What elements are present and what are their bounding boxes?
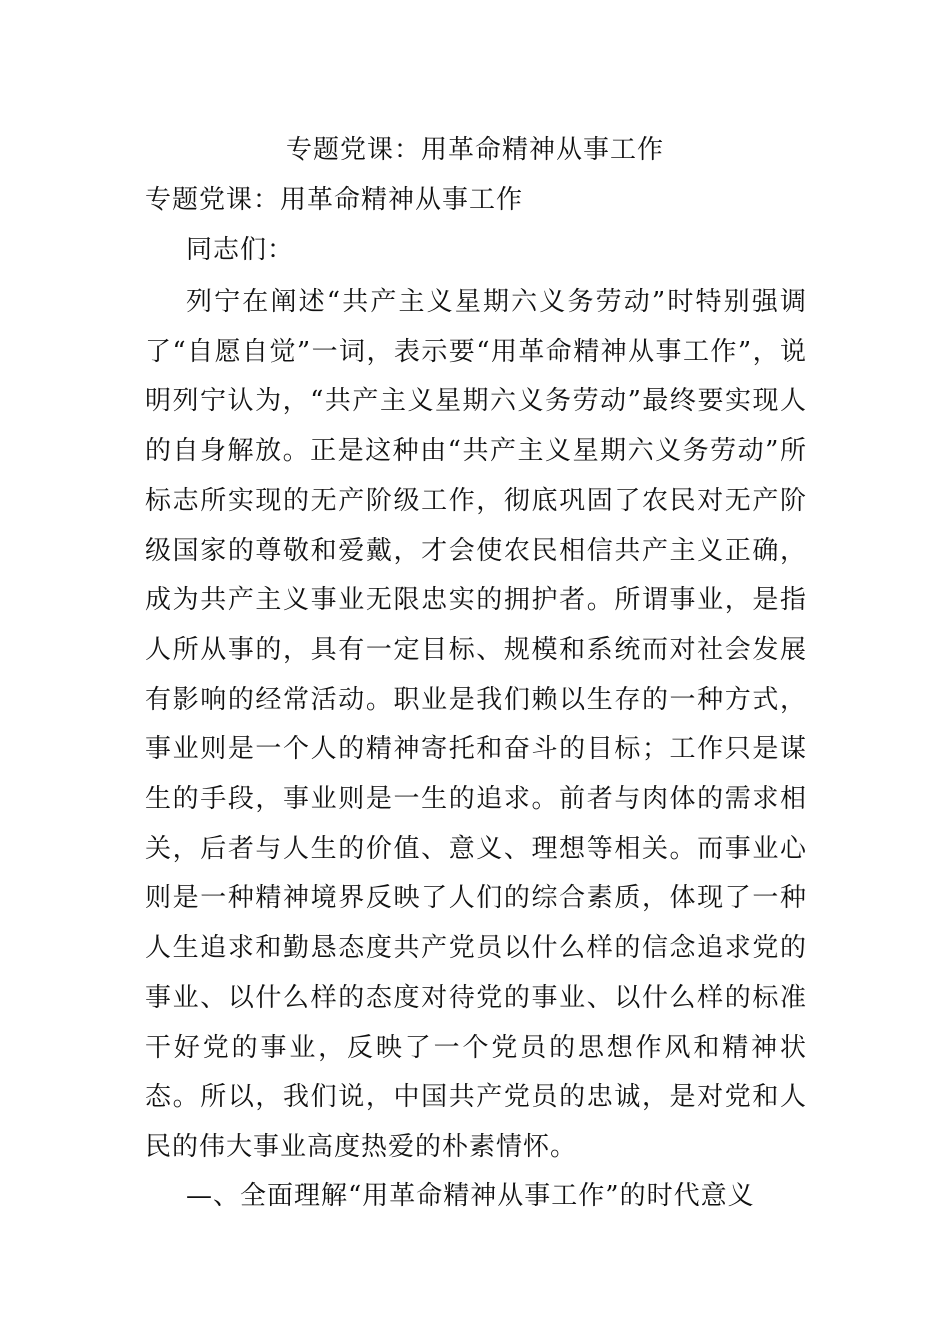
greeting: 同志们： — [186, 235, 295, 265]
document-subtitle: 专题党课：用革命精神从事工作 — [145, 185, 524, 215]
body-paragraph: 列宁在阐述“共产主义星期六义务劳动”时特别强调了“自愿自觉”一词，表示要“用革命精神从事工作”，说明列宁认为，“共产主义星期六义务劳动”最终要实现人的自身解放。正是这种由“共产主义星期六义务劳动”所标志所实现的无产阶级工作，彻底巩固了农民对无产阶级国家的尊敬和爱戴，才会使农民相信共产主义正确，成为共产主义事业无限忠实的拥护者。所谓事业，是指人所从事的，具有一定目标、规模和系统而对社会发展有影响的经常活动。职业是我们赖以生存的一种方式，事业则是一个人的精神寄托和奋斗的目标；工作只是谋生的手段，事业则是一生的追求。前者与肉体的需求相关，后者与人生的价值、意义、理想等相关。而事业心则是一种精神境界反映了人们的综合素质，体现了一种人生追求和勤恳态度共产党员以什么样的信念追求党的事业、以什么样的态度对待党的事业、以什么样的标准干好党的事业，反映了一个党员的思想作风和精神状态。所以，我们说，中国共产党员的忠诚，是对党和人民的伟大事业高度热爱的朴素情怀。 — [145, 287, 807, 1162]
document-title: 专题党课：用革命精神从事工作 — [285, 135, 664, 165]
section-heading: —、全面理解“用革命精神从事工作”的时代意义 — [186, 1181, 755, 1211]
